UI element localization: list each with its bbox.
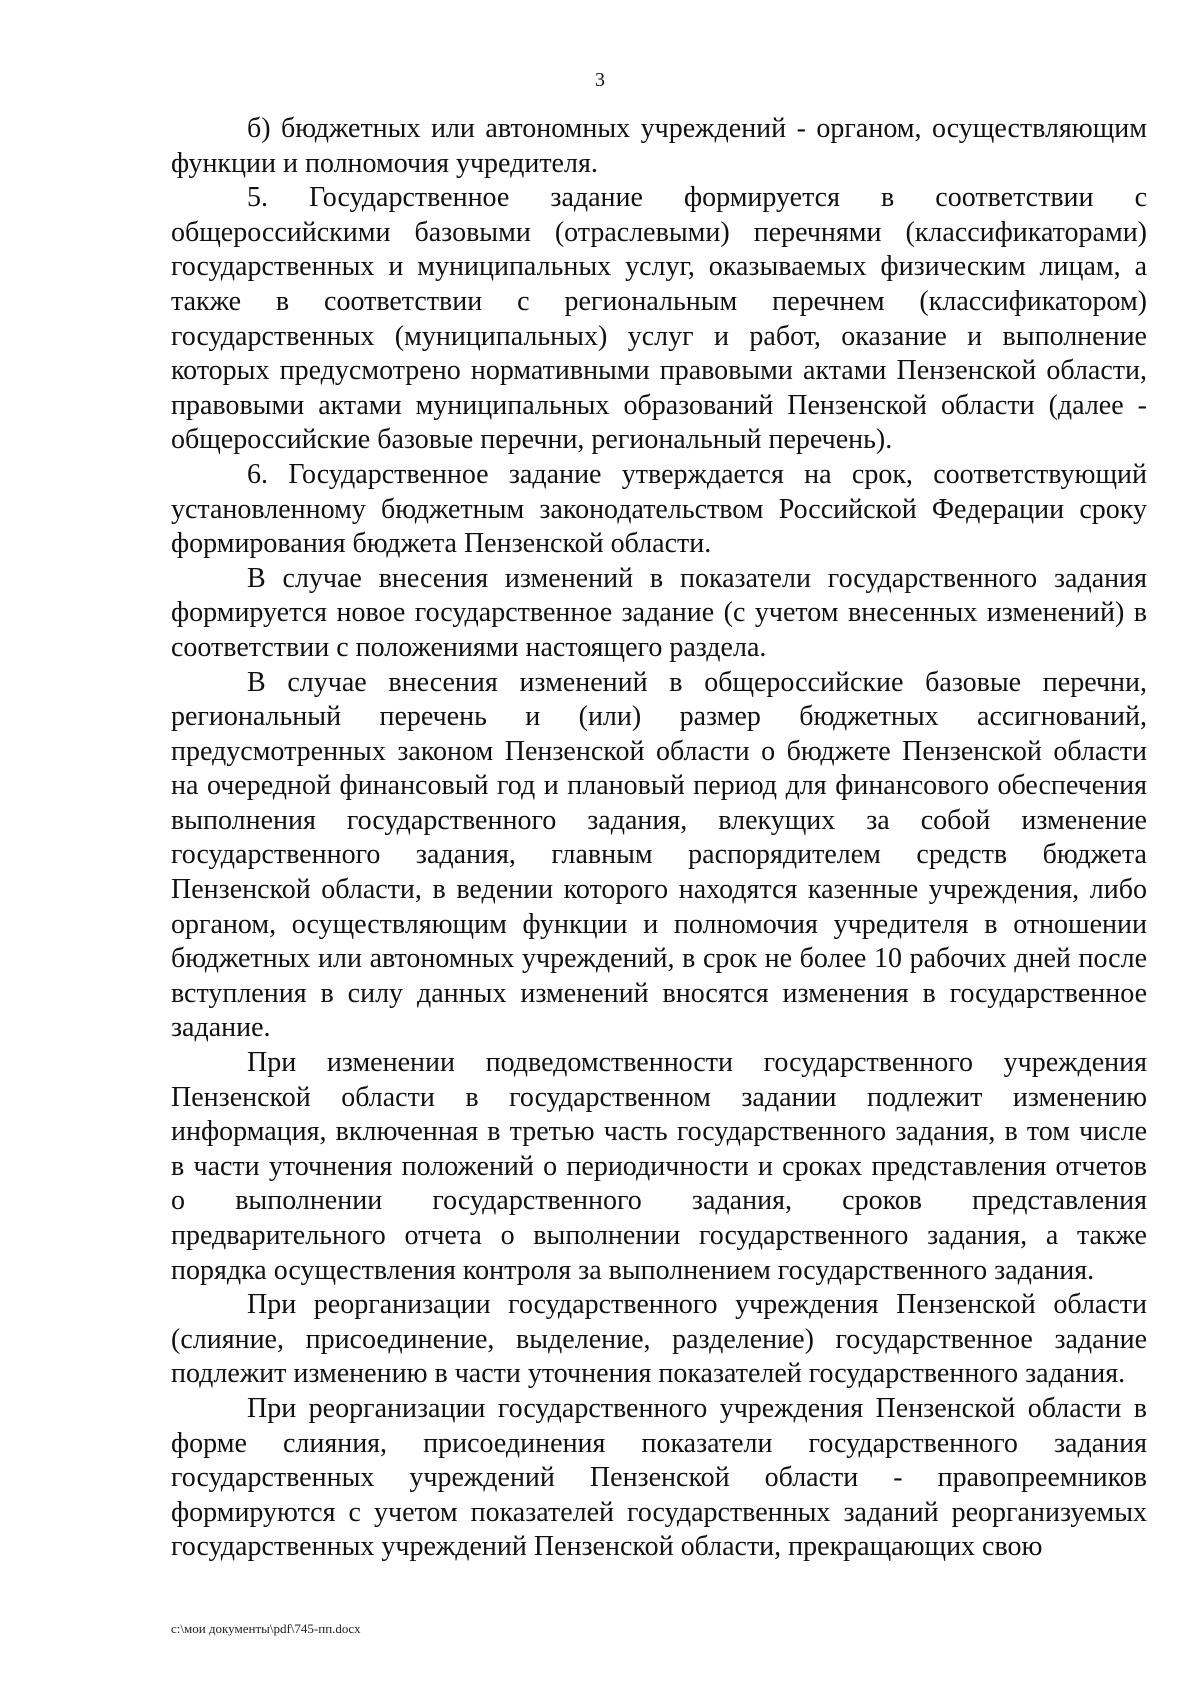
paragraph-subordination-change: При изменении подведомственности государственного учреждения Пензенской области в государственном задании подлежит изменению информация, включенная в третью часть государственного задания, в том числе в части уточнения положений о периодичности и сроках представления отчетов о выполнении государственного задания, сроков представления предварительного отчета о выполнении государственного задания, а также порядка осуществления контроля за выполнением государственного задания. [171, 1047, 1147, 1286]
paragraph-reorganization-merge: При реорганизации государственного учреждения Пензенской области в форме слияния, присоединения показатели государственного задания государственных учреждений Пензенской области - правопреемников формируются с учетом показателей государственных заданий реорганизуемых государственных учреждений Пензенской области, прекращающих свою [171, 1392, 1147, 1563]
footer-file-path: c:\мои документы\pdf\745-пп.docx [171, 1621, 361, 1636]
page-number: 3 [595, 69, 605, 91]
paragraph-changes-indicators: В случае внесения изменений в показатели государственного задания формируется новое государственное задание (с учетом внесенных изменений) в соответствии с положениями настоящего раздела. [171, 562, 1147, 663]
paragraph-reorganization: При реорганизации государственного учреждения Пензенской области (слияние, присоединение, выделение, разделение) государственное задание подлежит изменению в части уточнения показателей государственного задания. [171, 1289, 1147, 1390]
paragraph-6: 6. Государственное задание утверждается на срок, соответствующий установленному бюджетным законодательством Российской Федерации сроку формирования бюджета Пензенской области. [171, 458, 1147, 560]
paragraph-item-b: б) бюджетных или автономных учреждений - органом, осуществляющим функции и полномочия учредителя. [171, 113, 1147, 179]
paragraph-changes-lists: В случае внесения изменений в общероссийские базовые перечни, региональный перечень и (или) размер бюджетных ассигнований, предусмотренных законом Пензенской области о бюджете Пензенской области на очередной финансовый год и плановый период для финансового обеспечения выполнения государственного задания, влекущих за собой изменение государственного задания, главным распорядителем средств бюджета Пензенской области, в ведении которого находятся казенные учреждения, либо органом, осуществляющим функции и полномочия учредителя в отношении бюджетных или автономных учреждений, в срок не более 10 рабочих дней после вступления в силу данных изменений вносятся изменения в государственное задание. [171, 666, 1147, 1044]
paragraph-5: 5. Государственное задание формируется в соответствии с общероссийскими базовыми (отраслевыми) перечнями (классификаторами) государственных и муниципальных услуг, оказываемых физическим лицам, а также в соответствии с региональным перечнем (классификатором) государственных (муниципальных) услуг и работ, оказание и выполнение которых предусмотрено нормативными правовыми актами Пензенской области, правовыми актами муниципальных образований Пензенской области (далее - общероссийские базовые перечни, региональный перечень). [171, 182, 1147, 456]
document-body [171, 112, 1147, 1565]
